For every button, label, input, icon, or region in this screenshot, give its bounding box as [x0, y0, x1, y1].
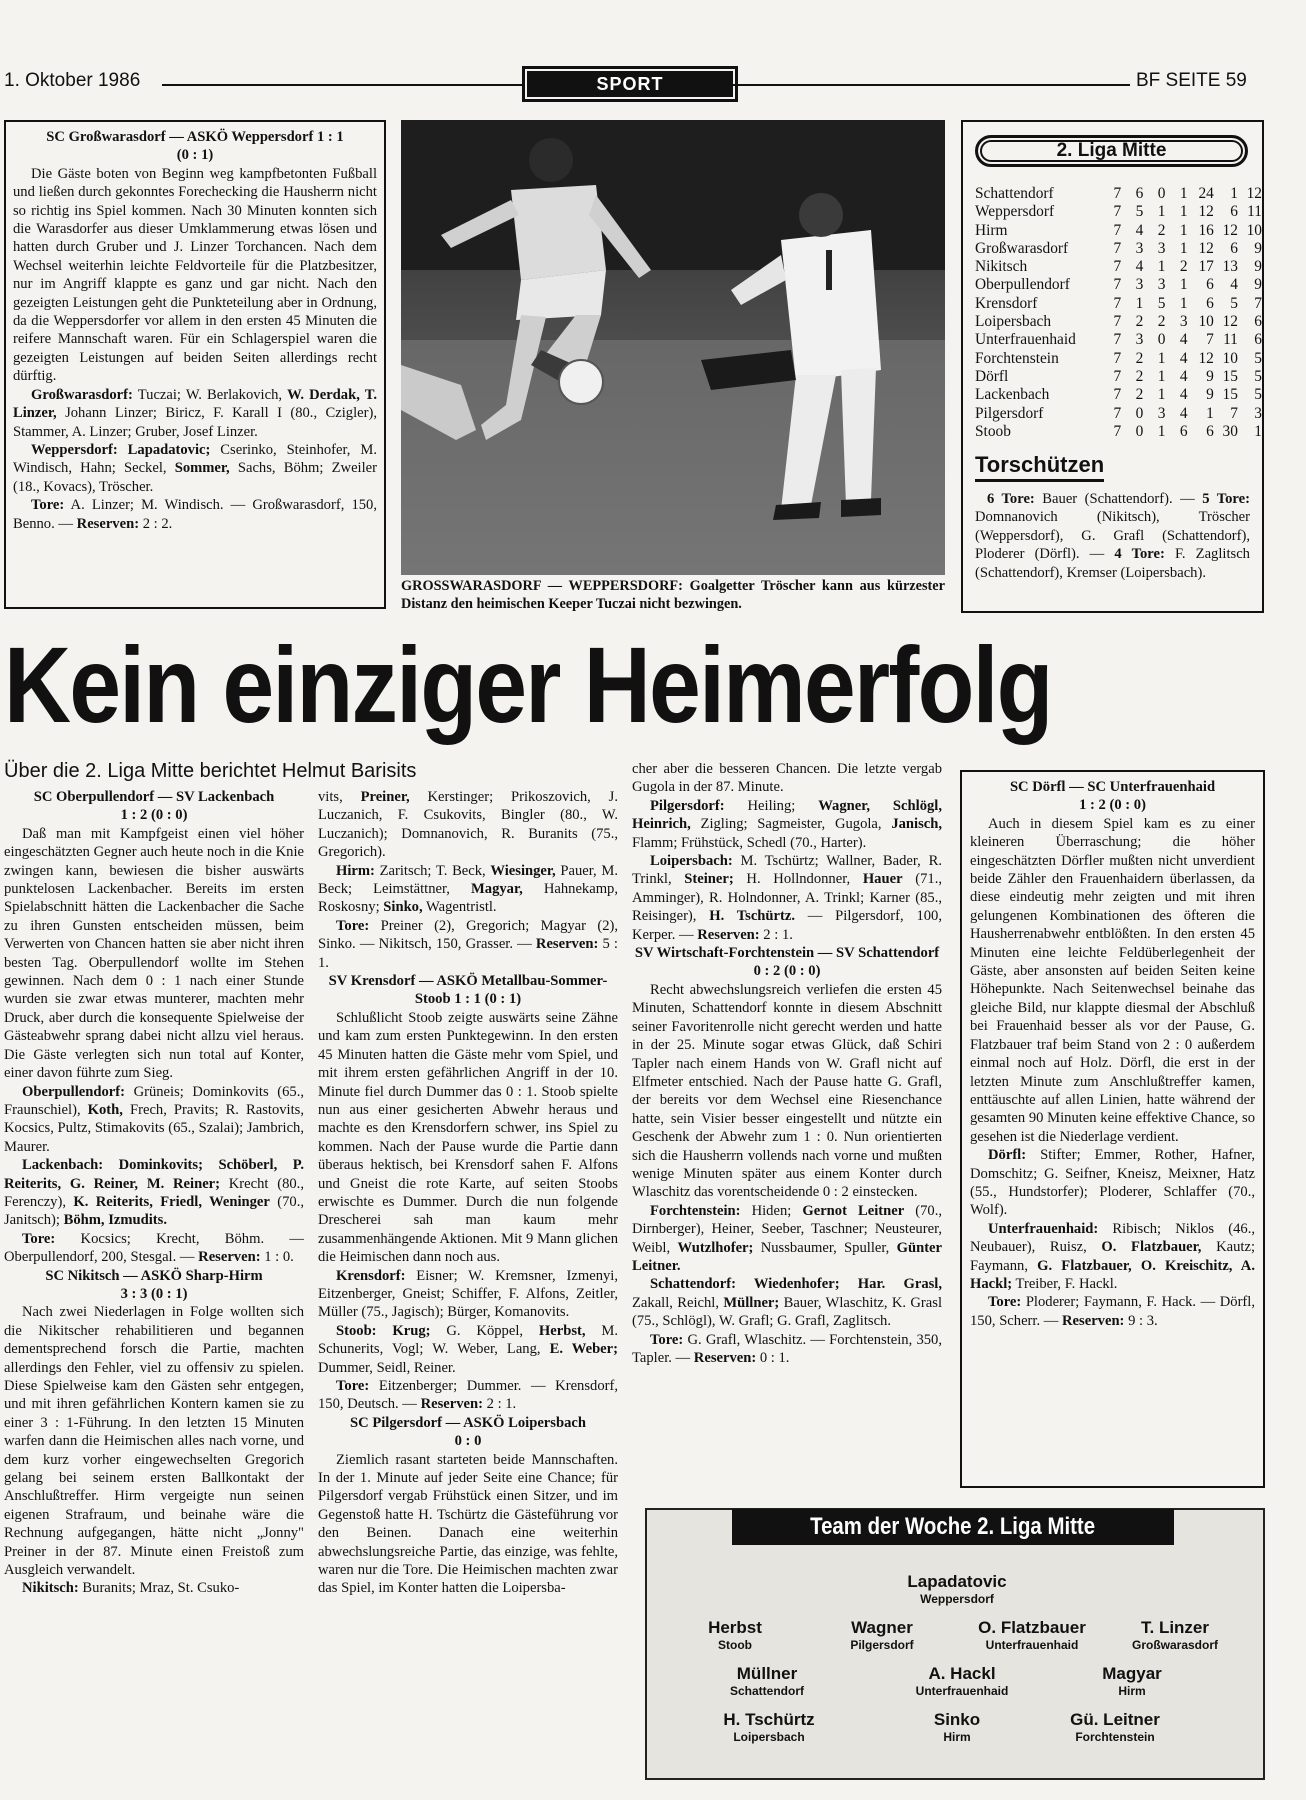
standings-value: 12: [1198, 349, 1214, 367]
standings-value: 4: [1230, 276, 1238, 294]
standings-value: 10: [1246, 221, 1262, 239]
standings-value: 12: [1198, 203, 1214, 221]
standings-value: 3: [1135, 276, 1144, 294]
standings-value: 1: [1157, 422, 1166, 440]
standings-value: 2: [1135, 349, 1144, 367]
match-title: SC Pilgersdorf — ASKÖ Loipersbach: [350, 1414, 586, 1431]
standings-value: 12: [1222, 221, 1238, 239]
standings-row: [975, 331, 1262, 349]
standings-value: 5: [1157, 294, 1166, 312]
standings-value: 4: [1179, 331, 1188, 349]
standings-value: 7: [1113, 185, 1122, 202]
standings-value: 7: [1254, 294, 1262, 312]
lineup-away: Unterfrauenhaid: Ribisch; Niklos (46., Neubauer), Ruisz, O. Flatzbauer, Kautz; Faymann, G. Flatzbauer, O. Kreischitz, A. Hackl; Treiber, F. Hackl.: [970, 1220, 1255, 1292]
standings-value: 12: [1198, 239, 1214, 257]
standings-value: 10: [1222, 349, 1238, 367]
standings-value: 5: [1230, 294, 1238, 312]
standings-value: 15: [1222, 386, 1238, 404]
lineup-continued: vits, Preiner, Kerstinger; Prikoszovich, J. Luczanich, F. Csukovits, Bingler (80., W. Luczanich); Domnanovich, R. Buranits (75., Gregorich).: [318, 789, 618, 861]
player-card: Müllner Schattendorf: [729, 1664, 805, 1698]
team-of-the-week-title: Team der Woche 2. Liga Mitte: [732, 1509, 1174, 1545]
player-card: T. Linzer Großwarasdorf: [1131, 1618, 1219, 1652]
match-title: SC Dörfl — SC Unterfrauenhaid: [1009, 779, 1216, 795]
standings-row: [975, 313, 1262, 331]
standings-value: 5: [1254, 349, 1262, 367]
photo-caption: GROSSWARASDORF — WEPPERSDORF: Goalgetter Tröscher kann aus kürzester Distanz den heimischen Keeper Tuczai nicht bezwingen.: [401, 578, 945, 612]
match-title: SC Oberpullendorf — SV Lackenbach: [33, 789, 275, 805]
standings-value: 7: [1113, 276, 1122, 294]
standings-value: 4: [1179, 349, 1188, 367]
match-result: 1 : 2 (0 : 0): [1079, 797, 1146, 814]
match-text: Die Gäste boten von Beginn weg kampfbetonten Fußball und ließen durch gekonntes Forechecking die Hausherrn nicht so richtig ins Spiel kommen. Nach 30 Minuten konnten sich die Warasdorfer aus dieser Umklammerung etwas lösen und hatten durch Gruber und J. Linzer Torchancen. Nach dem Wechsel weiterhin leichte Feldvorteile für die Platzbesitzer, nur im Angriff klappte es ganz und gar nicht. Nach den gezeigten Leistungen geht die Punkteteilung aber in Ordnung, da die Weppersdorfer vor allem in den ersten 45 Minuten die reifere Mannschaft waren. Für ein Schlagerspiel waren die gezeigten Leistungen auf beiden Seiten allerdings recht dürftig.: [13, 165, 377, 385]
standings-value: 6: [1254, 331, 1262, 349]
standings-value: 7: [1113, 404, 1122, 422]
standings-value: 12: [1246, 185, 1262, 202]
standings-value: 5: [1135, 203, 1144, 221]
header-rule-right: [732, 84, 1130, 86]
standings-value: 4: [1179, 367, 1188, 385]
standings-value: 7: [1113, 386, 1122, 404]
match-goals: Tore: Kocsics; Krecht, Böhm. — Oberpullendorf, 200, Stesgal. — Reserven: 1 : 0.: [4, 1230, 304, 1266]
match-goals: Tore: Preiner (2), Gregorich; Magyar (2), Sinko. — Nikitsch, 150, Grasser. — Reserven: 5 : 1.: [318, 917, 618, 971]
standings-value: 11: [1223, 331, 1238, 349]
standings-value: 7: [1206, 331, 1214, 349]
player-card: Sinko Hirm: [933, 1710, 981, 1744]
standings-box: [961, 120, 1264, 613]
column-1: [4, 788, 304, 1788]
issue-date: 1. Oktober 1986: [4, 70, 141, 91]
standings-value: 9: [1254, 258, 1262, 276]
team-name: Schattendorf: [975, 185, 1054, 202]
standings-value: 1: [1206, 404, 1214, 422]
standings-value: 7: [1230, 404, 1238, 422]
standings-value: 24: [1198, 185, 1214, 202]
player-card: Magyar Hirm: [1102, 1664, 1162, 1698]
standings-value: 1: [1157, 367, 1166, 385]
standings-value: 6: [1135, 185, 1144, 202]
standings-value: 7: [1113, 349, 1122, 367]
player-card: Lapadatovic Weppersdorf: [907, 1572, 1007, 1606]
standings-row: [975, 203, 1262, 221]
standings-table: [975, 185, 1262, 441]
standings-value: 2: [1135, 367, 1144, 385]
match-text-continued: cher aber die besseren Chancen. Die letzte vergab Gugola in der 87. Minute.: [632, 761, 942, 796]
standings-value: 6: [1206, 422, 1214, 440]
column-2: [318, 788, 618, 1788]
match-result: 3 : 3 (0 : 1): [120, 1285, 188, 1302]
headline: Kein einziger Heimerfolg: [4, 624, 1052, 745]
standings-value: 6: [1206, 294, 1214, 312]
team-name: Nikitsch: [975, 258, 1028, 276]
team-name: Forchtenstein: [975, 349, 1059, 367]
lineup-home: Dörfl: Stifter; Emmer, Rother, Hafner, Domschitz; G. Seifner, Kneisz, Meixner, Hatz (55., Hundstorfer); Ploderer, Schlaffer (70., Wolf).: [970, 1147, 1255, 1219]
standings-value: 6: [1206, 276, 1214, 294]
standings-value: 0: [1157, 331, 1166, 349]
lineup-home: Großwarasdorf: Tuczai; W. Berlakovich, W. Derdak, T. Linzer, Johann Linzer; Biricz, F. Karall I (80., Czigler), Stammer, A. Linzer; Gruber, Josef Linzer.: [13, 386, 378, 440]
standings-row: [975, 185, 1262, 203]
standings-value: 3: [1179, 313, 1188, 331]
standings-value: 9: [1206, 367, 1214, 385]
standings-value: 3: [1135, 331, 1144, 349]
standings-value: 3: [1157, 239, 1166, 257]
header-rule-left: [162, 84, 522, 86]
match-report-doerfl: [960, 770, 1265, 1488]
standings-row: [975, 222, 1262, 240]
team-name: Weppersdorf: [975, 203, 1055, 221]
standings-value: 6: [1254, 313, 1262, 331]
standings-value: 1: [1179, 276, 1188, 294]
standings-value: 1: [1179, 185, 1188, 202]
lineup-home: Oberpullendorf: Grüneis; Dominkovits (65., Fraunschiel), Koth, Frech, Pravits; R. Rastovits, Kocsics, Pultz, Stimakovits (65., Szalai); Jambrich, Maurer.: [4, 1083, 304, 1155]
team-name: Hirm: [975, 221, 1008, 239]
standings-value: 7: [1113, 221, 1122, 239]
standings-value: 11: [1247, 203, 1262, 221]
standings-value: 1: [1157, 258, 1166, 276]
standings-value: 2: [1157, 313, 1166, 331]
standings-value: 5: [1254, 386, 1262, 404]
match-text: Nach zwei Niederlagen in Folge wollten sich die Nikitscher rehabilitieren und begannen dementsprechend forsch die Partie, machten allerdings den Fehler, viel zu offensiv zu spielen. Diese Spielweise kam den Gästen sehr entgegen, und mit ihren gefährlichen Kontern kamen sie zu einer 3 : 1-Führung. In den letzten 15 Minuten warfen dann die Heimischen alles nach vorne, und dem kurz vorher eingewechselten Gregorich gelang bei seinem ersten Ballkontakt der Anschlußtreffer. Hirm vergeigte nun seinen eigenen Strafraum, und beinahe wäre die Rechnung aufgegangen, hätte nicht „Jonny" Preiner in der 87. Minute einen Freistoß zum Ausgleich verwandelt.: [4, 1304, 304, 1579]
standings-value: 1: [1230, 185, 1238, 202]
player-card: Gü. Leitner Forchtenstein: [1070, 1710, 1160, 1744]
byline: Über die 2. Liga Mitte berichtet Helmut Barisits: [4, 760, 417, 782]
team-name: Großwarasdorf: [975, 239, 1069, 257]
lineup-away: Weppersdorf: Lapadatovic; Cserinko, Steinhofer, M. Windisch, Hahn; Seckel, Sommer, Sachs, Böhm; Zweiler (18., Kovacs), Tröscher.: [13, 441, 377, 495]
lineup-home: Pilgersdorf: Heiling; Wagner, Schlögl, Heinrich, Zigling; Sagmeister, Gugola, Janisch, Flamm; Frühstück, Schedl (70., Harter).: [632, 797, 942, 851]
scorers-title: Torschützen: [975, 452, 1104, 482]
team-name: Lackenbach: [975, 386, 1050, 404]
standings-value: 7: [1113, 294, 1122, 312]
standings-row: [975, 295, 1262, 313]
standings-value: 4: [1135, 221, 1144, 239]
match-photo: [401, 120, 945, 575]
match-report-grosswarasdorf: [4, 120, 386, 609]
match-result: 0 : 0: [454, 1433, 482, 1450]
standings-value: 2: [1135, 386, 1144, 404]
standings-value: 6: [1179, 422, 1188, 440]
standings-row: [975, 350, 1262, 368]
lineup-away: Loipersbach: M. Tschürtz; Wallner, Bader, R. Trinkl, Steiner; H. Hollndonner, Hauer (71., Amminger), R. Holndonner, A. Trinkl; Karner (85., Reisinger), H. Tschürtz. — Pilgersdorf, 100, Kerper. — Reserven: 2 : 1.: [632, 853, 942, 943]
match-title: SV Krensdorf — ASKÖ Metallbau-Sommer-Stoob 1 : 1 (0 : 1): [328, 973, 608, 1008]
lineup-away: Lackenbach: Dominkovits; Schöberl, P. Reiterits, G. Reiner, M. Reiner; Krecht (80., Ferenczy), K. Reiterits, Friedl, Weninger (70., Janitsch); Böhm, Izmudits.: [4, 1157, 304, 1229]
standings-value: 7: [1113, 239, 1122, 257]
standings-row: [975, 368, 1262, 386]
standings-row: [975, 258, 1262, 276]
match-goals: Tore: A. Linzer; M. Windisch. — Großwarasdorf, 150, Benno. — Reserven: 2 : 2.: [13, 497, 377, 532]
team-name: Pilgersdorf: [975, 404, 1044, 422]
standings-value: 3: [1135, 239, 1144, 257]
match-title: SC Nikitsch — ASKÖ Sharp-Hirm: [45, 1267, 263, 1284]
standings-value: 5: [1254, 367, 1262, 385]
standings-row: [975, 405, 1262, 423]
standings-value: 1: [1179, 203, 1188, 221]
standings-value: 1: [1179, 239, 1188, 257]
team-name: Loipersbach: [975, 313, 1052, 331]
match-result: 1 : 2 (0 : 0): [120, 807, 188, 824]
standings-value: 1: [1254, 422, 1262, 440]
section-label: SPORT: [522, 66, 738, 102]
lineup-home: Nikitsch: Buranits; Mraz, St. Csuko-: [22, 1580, 240, 1597]
lineup-away: Stoob: Krug; G. Köppel, Herbst, M. Schunerits, Vogl; W. Weber, Lang, E. Weber; Dummer, Seidl, Reiner.: [318, 1322, 618, 1376]
standings-value: 7: [1113, 258, 1122, 276]
standings-value: 0: [1135, 404, 1144, 422]
standings-value: 15: [1222, 367, 1238, 385]
match-goals: Tore: Ploderer; Faymann, F. Hack. — Dörfl, 150, Scherr. — Reserven: 9 : 3.: [970, 1294, 1255, 1329]
scorers-list: 6 Tore: Bauer (Schattendorf). — 5 Tore: Domnanovich (Nikitsch), Tröscher (Weppersdorf), G. Grafl (Schattendorf), Ploderer (Dörfl). — 4 Tore: F. Zaglitsch (Schattendorf), Kremser (Loipersbach).: [975, 491, 1250, 581]
standings-value: 1: [1179, 221, 1188, 239]
standings-value: 16: [1198, 221, 1214, 239]
standings-value: 13: [1222, 258, 1238, 276]
match-result: (0 : 1): [176, 147, 214, 164]
standings-value: 1: [1157, 349, 1166, 367]
standings-value: 1: [1157, 386, 1166, 404]
standings-value: 2: [1135, 313, 1144, 331]
standings-row: [975, 423, 1262, 441]
standings-value: 30: [1222, 422, 1238, 440]
standings-value: 1: [1157, 203, 1166, 221]
team-name: Krensdorf: [975, 294, 1038, 312]
standings-value: 10: [1198, 313, 1214, 331]
standings-value: 7: [1113, 331, 1122, 349]
match-text: Daß man mit Kampfgeist einen viel höher eingeschätzten Gegner auch heute noch in die Knie zwingen kann, bewiesen die bisher auswärts punktelosen Lackenbacher. Bereits im ersten Spielabschnitt hätten die Lackenbacher die Sache zu ihren Gunsten entscheiden müssen, beim Verwerten von Chancen hatten sie aber nicht ihren besten Tag. Oberpullendorf wollte im Stehen gewinnen. Nach dem 0 : 1 nach einer Stunde wurden sie zwar etwas munterer, machten mehr Druck, aber durch die konsequente Spielweise der Gästeabwehr sprang dabei nicht allzu viel heraus. Die Gäste verlegten sich nun total auf Konter, einer davon führte zum Sieg.: [4, 825, 304, 1082]
standings-value: 9: [1254, 276, 1262, 294]
team-name: Dörfl: [975, 367, 1009, 385]
standings-value: 3: [1254, 404, 1262, 422]
column-3: [632, 760, 942, 1508]
team-name: Oberpullendorf: [975, 276, 1070, 294]
player-card: O. Flatzbauer Unterfrauenhaid: [978, 1618, 1086, 1652]
standings-value: 9: [1254, 239, 1262, 257]
standings-value: 7: [1113, 313, 1122, 331]
lineup-home: Forchtenstein: Hiden; Gernot Leitner (70., Dirnberger), Heiner, Seeber, Taschner; Neusteurer, Weibl, Wutzlhofer; Nussbaumer, Spuller, Günter Leitner.: [632, 1202, 942, 1274]
standings-row: [975, 240, 1262, 258]
lineup-away: Schattendorf: Wiedenhofer; Har. Grasl, Zakall, Reichl, Müllner; Bauer, Wlaschitz, K. Grasl (75., Schlögl), W. Grafl; G. Grafl, Zaglitsch.: [632, 1276, 942, 1330]
match-goals: Tore: Eitzenberger; Dummer. — Krensdorf, 150, Deutsch. — Reserven: 2 : 1.: [318, 1378, 618, 1413]
lineup-home: Krensdorf: Eisner; W. Kremsner, Izmenyi, Eitzenberger, Gneist; Schiffer, F. Alfons, Zeitler, Müller (75., Jagisch); Bürger, Komanovits.: [318, 1267, 618, 1321]
standings-value: 2: [1157, 221, 1166, 239]
match-title: SC Großwarasdorf — ASKÖ Weppersdorf 1 : 1: [46, 129, 344, 145]
standings-value: 0: [1135, 422, 1144, 440]
standings-value: 4: [1179, 404, 1188, 422]
standings-value: 4: [1179, 386, 1188, 404]
match-text: Ziemlich rasant starteten beide Mannschaften. In der 1. Minute auf jeder Seite eine Chance; für Pilgersdorf vergab Frühstück einen Sitzer, und im Gegenstoß hatte H. Tschürtz die Gästeführung vor den Beinen. Danach eine weiterhin abwechslungsreiche Partie, das einzige, was fehlte, waren nur die Tore. Die Heimischen machten zwar das Spiel, im Konter hatten die Loipersba-: [318, 1451, 618, 1597]
standings-value: 12: [1222, 313, 1238, 331]
player-card: Wagner Pilgersdorf: [850, 1618, 914, 1652]
standings-value: 1: [1179, 294, 1188, 312]
page-number: BF SEITE 59: [1136, 70, 1247, 91]
team-of-the-week: [645, 1508, 1265, 1780]
standings-value: 9: [1206, 386, 1214, 404]
standings-row: [975, 276, 1262, 294]
match-text: Auch in diesem Spiel kam es zu einer kleineren Überraschung; die höher eingeschätzten Dörfler mußten nicht unverdient beide Zähler den Frauenhaidern überlassen, da diese eindeutig mehr zeigten und mit ihren gelungenen Kombinationen des öfteren die Hausherrenabwehr entblößten. In den ersten 45 Minuten eine leichte Feldüberlegenheit der Gäste, aber ansonsten auf beiden Seiten keine Höhepunkte. Nach Seitenwechsel beinahe das gleiche Bild, nur klappte diesmal der Abschluß bei Frauenhaid besser als vor der Pause, G. Flatzbauer traf beim Stand von 2 : 0 außerdem einmal noch auf Holz. Dörfl, die erst in der letzten Minute zum Anschlußtreffer kamen, enttäuschte auf allen Linien, hatte während der gesamten 90 Minuten keine effektive Chance, so gesehen ist die Niederlage verdient.: [970, 815, 1255, 1145]
standings-row: [975, 386, 1262, 404]
player-card: H. Tschürtz Loipersbach: [723, 1710, 815, 1744]
team-name: Stoob: [975, 422, 1011, 440]
team-name: Unterfrauenhaid: [975, 331, 1076, 349]
lineup-away: Hirm: Zaritsch; T. Beck, Wiesinger, Pauer, M. Beck; Leimstättner, Magyar, Hahnekamp, Roskosny; Sinko, Wagentristl.: [318, 862, 618, 916]
standings-value: 3: [1157, 276, 1166, 294]
standings-value: 7: [1113, 203, 1122, 221]
match-text: Schlußlicht Stoob zeigte auswärts seine Zähne und kam zum ersten Punktegewinn. In den ersten 45 Minuten hatten die Gäste mehr vom Spiel, und mit ihrem ersten gefährlichen Angriff in der 10. Minute fiel durch Dummer das 0 : 1. Stoob spielte nun aus einer gesicherten Abwehr heraus und machte es den Krensdorfern schwer, ins Spiel zu kommen. Nach der Pause wurde die Partie dann überaus hektisch, bei Krensdorf sahen F. Alfons und Gneist die rote Karte, auf seiten Stoobs erwischte es Dummer. Durch die nun folgende Drescherei sah man kaum mehr zusammenhängende Aktionen. Mit 9 Mann glichen die Heimischen dann noch aus.: [318, 1009, 618, 1266]
match-title: SV Wirtschaft-Forchtenstein — SV Schattendorf 0 : 2 (0 : 0): [634, 945, 940, 980]
match-goals: Tore: G. Grafl, Wlaschitz. — Forchtenstein, 350, Tapler. — Reserven: 0 : 1.: [632, 1331, 942, 1366]
standings-value: 17: [1198, 258, 1214, 276]
standings-value: 2: [1179, 258, 1188, 276]
standings-value: 6: [1230, 203, 1238, 221]
player-card: Herbst Stoob: [708, 1618, 762, 1652]
standings-value: 1: [1135, 294, 1144, 312]
standings-value: 3: [1157, 404, 1166, 422]
standings-value: 7: [1113, 367, 1122, 385]
match-text: Recht abwechslungsreich verliefen die ersten 45 Minuten, Schattendorf konnte in diesem Abschnitt seiner Favoritenrolle nicht gerecht werden und hatte in der 25. Minute sogar etwas Glück, daß Schiri Tapler nach einem Hands von W. Grafl nicht auf Elfmeter entschied. Nach der Pause hatte G. Grafl, der bereits vor dem Wechsel eine Riesenchance hatte, sein Visier besser eingestellt und nützte ein Geschenk der Abwehr zum 1 : 0. Nun orientierten sich die Hausherrn vollends nach vorne und mußten wenige Minuten später aus einem Konter durch Wlaschitz das vorentscheidende 0 : 2 einstecken.: [632, 981, 942, 1201]
player-card: A. Hackl Unterfrauenhaid: [915, 1664, 1009, 1698]
standings-value: 7: [1113, 422, 1122, 440]
standings-value: 4: [1135, 258, 1144, 276]
standings-title: 2. Liga Mitte: [975, 135, 1248, 167]
standings-value: 6: [1230, 239, 1238, 257]
standings-value: 0: [1157, 185, 1166, 202]
